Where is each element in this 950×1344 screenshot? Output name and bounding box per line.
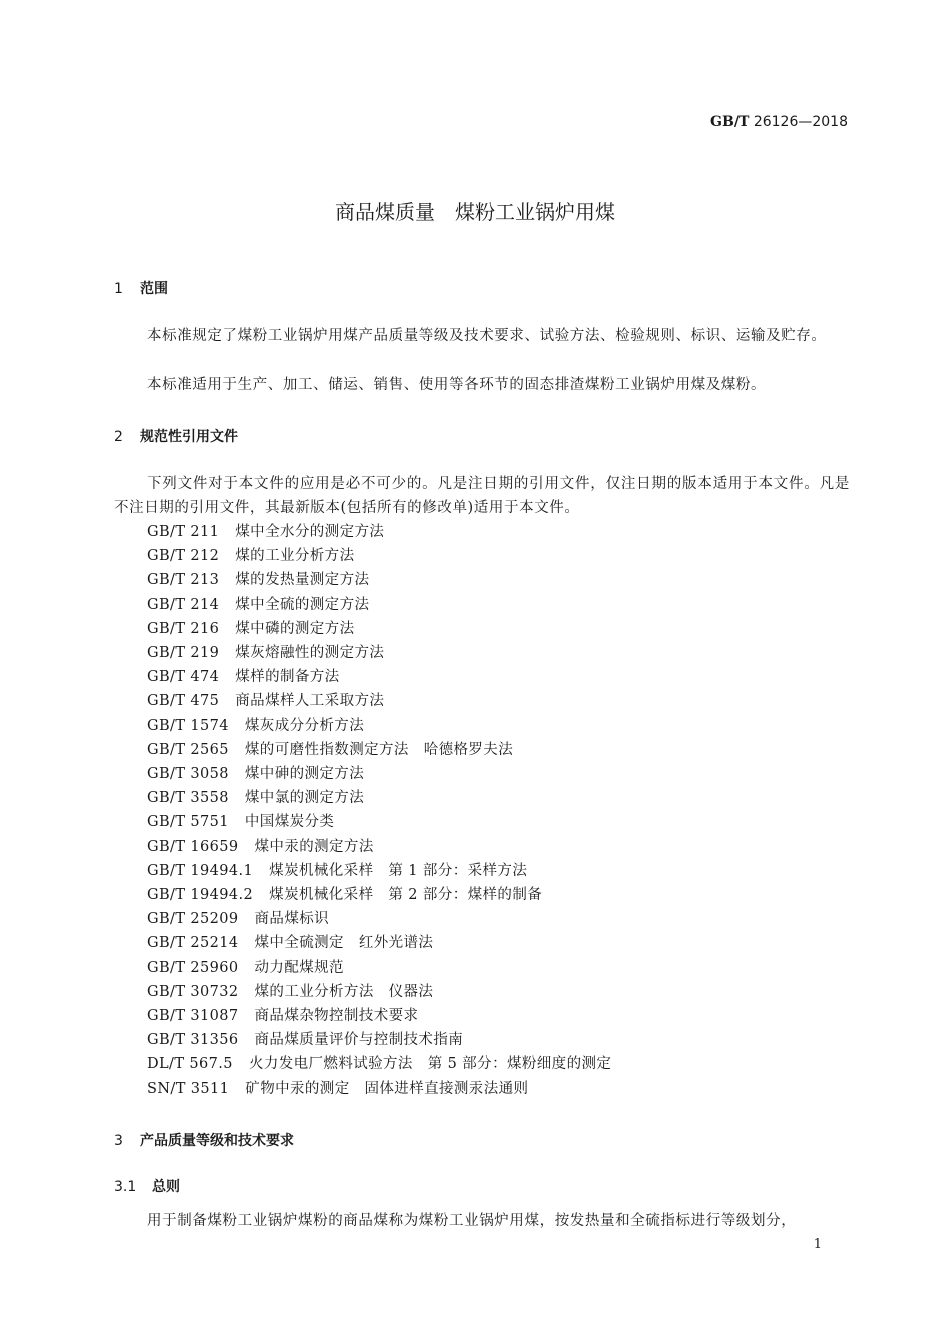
reference-code: GB/T 31087 bbox=[147, 1008, 239, 1025]
reference-title: 煤的工业分析方法 仪器法 bbox=[254, 983, 434, 1000]
reference-code: GB/T 211 bbox=[147, 524, 220, 540]
reference-code: GB/T 31356 bbox=[147, 1032, 239, 1049]
reference-title: 矿物中汞的测定 固体进样直接测汞法通则 bbox=[245, 1080, 529, 1097]
reference-item bbox=[147, 1028, 611, 1052]
reference-title: 火力发电厂燃料试验方法 第 5 部分：煤粉细度的测定 bbox=[248, 1056, 612, 1073]
section-3-1-paragraph-1: 用于制备煤粉工业锅炉煤粉的商品煤称为煤粉工业锅炉用煤，按发热量和全硫指标进行等级划分， bbox=[147, 1213, 797, 1229]
reference-title: 煤中全硫测定 红外光谱法 bbox=[254, 935, 434, 952]
reference-code: GB/T 25209 bbox=[147, 911, 239, 928]
reference-title: 煤中磷的测定方法 bbox=[235, 620, 355, 637]
reference-code: GB/T 19494.1 bbox=[147, 862, 254, 879]
reference-item bbox=[147, 810, 611, 834]
section-2-heading bbox=[114, 426, 238, 446]
reference-title: 煤炭机械化采样 第 1 部分：采样方法 bbox=[269, 862, 528, 879]
reference-title: 煤的发热量测定方法 bbox=[235, 572, 370, 589]
reference-item bbox=[147, 617, 611, 641]
reference-title: 煤的工业分析方法 bbox=[235, 548, 355, 565]
reference-code: GB/T 3558 bbox=[147, 790, 229, 807]
section-title: 范围 bbox=[140, 281, 168, 297]
document-code bbox=[710, 114, 848, 130]
reference-title: 煤中氯的测定方法 bbox=[244, 790, 365, 807]
reference-item bbox=[147, 714, 611, 738]
reference-title: 煤的可磨性指数测定方法 哈德格罗夫法 bbox=[244, 741, 514, 758]
reference-title: 商品煤质量评价与控制技术指南 bbox=[254, 1032, 464, 1049]
reference-code: GB/T 474 bbox=[147, 669, 220, 686]
reference-item bbox=[147, 883, 611, 907]
reference-item bbox=[147, 593, 611, 617]
section-number: 2 bbox=[114, 429, 123, 445]
section-1-paragraph-2: 本标准适用于生产、加工、储运、销售、使用等各环节的固态排渣煤粉工业锅炉用煤及煤粉。 bbox=[147, 377, 767, 393]
document-code-number: 26126—2018 bbox=[749, 114, 848, 130]
document-title: 商品煤质量 煤粉工业锅炉用煤 bbox=[335, 200, 615, 224]
section-number: 1 bbox=[114, 281, 123, 297]
reference-code: GB/T 213 bbox=[147, 572, 220, 589]
reference-item bbox=[147, 980, 611, 1004]
reference-code: GB/T 25960 bbox=[147, 959, 239, 976]
reference-code: GB/T 30732 bbox=[147, 983, 239, 1000]
reference-title: 煤灰成分分析方法 bbox=[244, 717, 365, 734]
reference-title: 煤样的制备方法 bbox=[235, 669, 340, 686]
reference-item bbox=[147, 931, 611, 955]
reference-title: 中国煤炭分类 bbox=[244, 814, 335, 831]
section-number: 3.1 bbox=[114, 1179, 137, 1195]
reference-item bbox=[147, 956, 611, 980]
reference-item bbox=[147, 1052, 611, 1076]
reference-code: GB/T 216 bbox=[147, 620, 220, 637]
reference-item bbox=[147, 689, 611, 713]
reference-code: GB/T 475 bbox=[147, 693, 220, 710]
reference-title: 商品煤样人工采取方法 bbox=[235, 693, 385, 710]
reference-item bbox=[147, 835, 611, 859]
reference-code: SN/T 3511 bbox=[147, 1080, 230, 1097]
reference-item bbox=[147, 520, 611, 544]
reference-code: GB/T 5751 bbox=[147, 814, 229, 831]
reference-code: DL/T 567.5 bbox=[147, 1056, 233, 1073]
reference-item bbox=[147, 1077, 611, 1101]
reference-item bbox=[147, 665, 611, 689]
reference-item bbox=[147, 1004, 611, 1028]
document-code-prefix: GB/T bbox=[710, 114, 750, 130]
reference-code: GB/T 214 bbox=[147, 596, 220, 613]
reference-code: GB/T 25214 bbox=[147, 935, 239, 952]
section-title: 产品质量等级和技术要求 bbox=[140, 1133, 294, 1149]
section-1-heading bbox=[114, 278, 168, 298]
reference-code: GB/T 219 bbox=[147, 645, 220, 662]
section-title: 总则 bbox=[152, 1179, 180, 1195]
reference-title: 煤中汞的测定方法 bbox=[254, 838, 374, 855]
reference-item bbox=[147, 859, 611, 883]
section-3-heading bbox=[114, 1130, 294, 1150]
reference-code: GB/T 212 bbox=[147, 548, 220, 565]
reference-title: 动力配煤规范 bbox=[254, 959, 344, 976]
reference-code: GB/T 16659 bbox=[147, 838, 239, 855]
reference-title: 煤中全硫的测定方法 bbox=[235, 596, 370, 613]
reference-title: 煤灰熔融性的测定方法 bbox=[235, 645, 385, 662]
reference-item bbox=[147, 641, 611, 665]
reference-item bbox=[147, 907, 611, 931]
section-number: 3 bbox=[114, 1133, 123, 1149]
reference-item bbox=[147, 568, 611, 592]
section-2-paragraph-1: 下列文件对于本文件的应用是必不可少的。凡是注日期的引用文件，仅注日期的版本适用于本文件。凡是不注日期的引用文件，其最新版本(包括所有的修改单)适用于本文件。 bbox=[114, 476, 850, 516]
reference-code: GB/T 3058 bbox=[147, 766, 229, 783]
reference-title: 煤中全水分的测定方法 bbox=[235, 524, 385, 540]
normative-reference-list bbox=[147, 520, 611, 1101]
reference-item bbox=[147, 786, 611, 810]
page-number: 1 bbox=[813, 1237, 822, 1252]
section-3-1-heading bbox=[114, 1176, 180, 1196]
section-title: 规范性引用文件 bbox=[140, 429, 238, 445]
section-1-paragraph-1: 本标准规定了煤粉工业锅炉用煤产品质量等级及技术要求、试验方法、检验规则、标识、运输及贮存。 bbox=[147, 328, 827, 344]
reference-item bbox=[147, 544, 611, 568]
reference-title: 商品煤标识 bbox=[254, 911, 330, 928]
reference-item bbox=[147, 738, 611, 762]
reference-title: 商品煤杂物控制技术要求 bbox=[254, 1008, 419, 1025]
reference-title: 煤炭机械化采样 第 2 部分：煤样的制备 bbox=[269, 887, 543, 904]
reference-title: 煤中砷的测定方法 bbox=[244, 766, 365, 783]
reference-code: GB/T 19494.2 bbox=[147, 887, 254, 904]
reference-code: GB/T 1574 bbox=[147, 717, 229, 734]
reference-code: GB/T 2565 bbox=[147, 741, 229, 758]
reference-item bbox=[147, 762, 611, 786]
